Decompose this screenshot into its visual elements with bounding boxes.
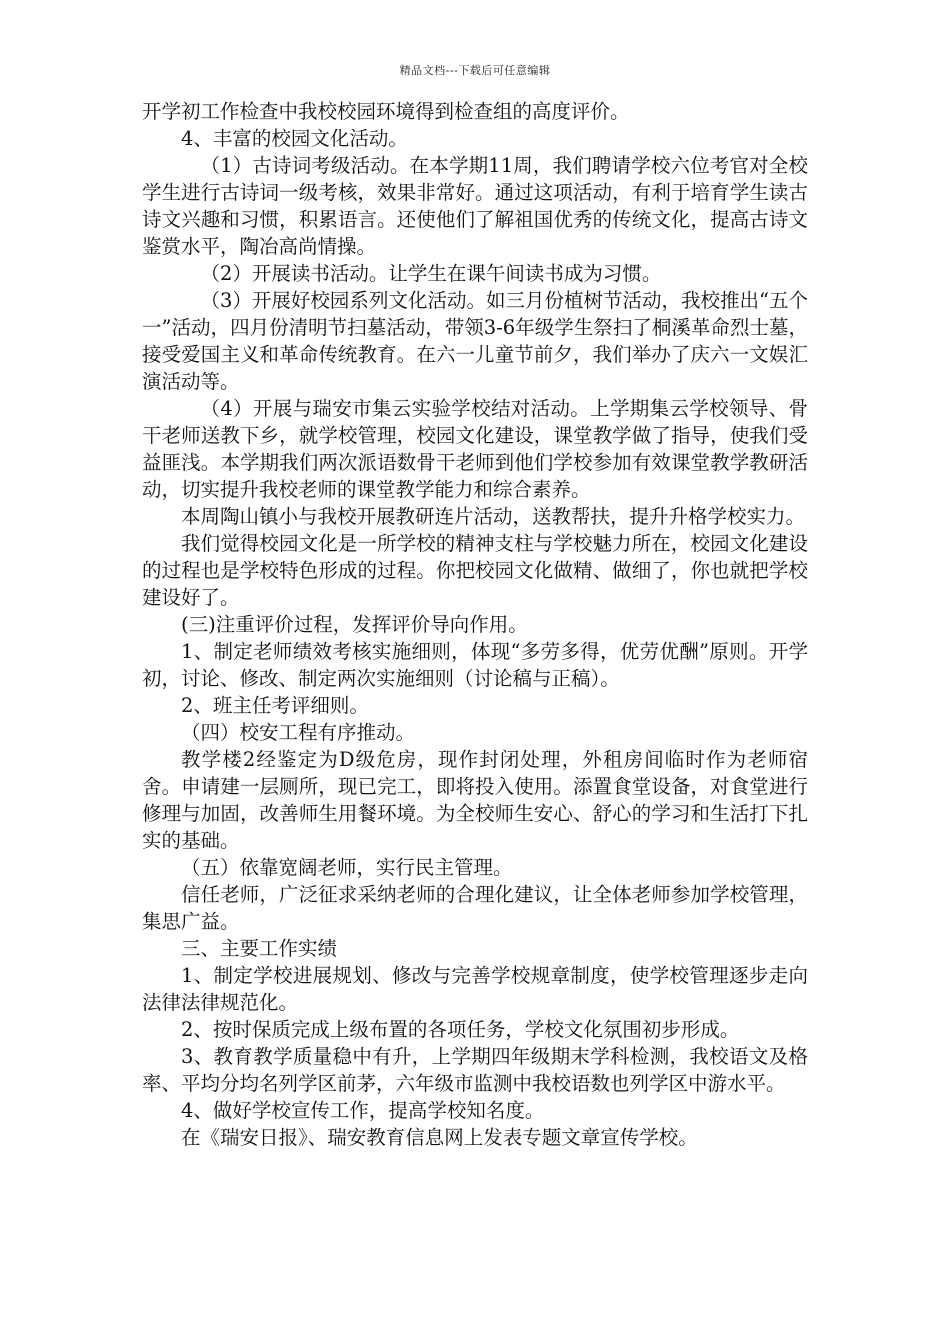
paragraph: 开学初工作检查中我校校园环境得到检查组的高度评价。: [142, 100, 630, 123]
paragraph: （3）开展好校园系列文化活动。如三月份植树节活动，我校推出“五个一”活动，四月份清明节扫墓活动，带领3-6年级学生祭扫了桐溪革命烈士墓，接受爱国主义和革命传统教育。在六一儿童节前夕，我们举办了庆六一文娱汇演活动等。: [142, 289, 808, 393]
page-header: 精品文档---下载后可任意编辑: [399, 64, 551, 77]
paragraph: 在《瑞安日报》、瑞安教育信息网上发表专题文章宣传学校。: [181, 1126, 698, 1149]
paragraph: （1）古诗词考级活动。在本学期11周，我们聘请学校六位考官对全校学生进行古诗词一级考核，效果非常好。通过这项活动，有利于培育学生读古诗文兴趣和习惯，积累语言。还使他们了解祖国优秀的传统文化，提高古诗文鉴赏水平，陶冶高尚情操。: [142, 154, 808, 258]
paragraph: (三)注重评价过程，发挥评价导向作用。: [181, 613, 528, 636]
paragraph: 4、做好学校宣传工作，提高学校知名度。: [181, 1099, 545, 1122]
paragraph: 信任老师，广泛征求采纳老师的合理化建议，让全体老师参加学校管理，集思广益。: [142, 883, 808, 933]
paragraph: 4、丰富的校园文化活动。: [181, 127, 408, 150]
paragraph: 1、制定学校进展规划、修改与完善学校规章制度，使学校管理逐步走向法律法律规范化。: [142, 964, 808, 1014]
paragraph: 2、班主任考评细则。: [181, 694, 369, 717]
paragraph: 本周陶山镇小与我校开展教研连片活动，送教帮扶，提升升格学校实力。: [181, 505, 806, 528]
paragraph: 2、按时保质完成上级布置的各项任务，学校文化氛围初步形成。: [181, 1018, 740, 1041]
paragraph: 教学楼2经鉴定为D级危房，现作封闭处理，外租房间临时作为老师宿舍。申请建一层厕所，现已完工，即将投入使用。添置食堂设备，对食堂进行修理与加固，改善师生用餐环境。为全校师生安心、舒心的学习和生活打下扎实的基础。: [142, 748, 808, 852]
paragraph: （四）校安工程有序推动。: [181, 721, 416, 744]
paragraph: 3、教育教学质量稳中有升，上学期四年级期末学科检测，我校语文及格率、平均分均名列学区前茅，六年级市监测中我校语数也列学区中游水平。: [142, 1045, 808, 1095]
document-body: [142, 98, 808, 1151]
paragraph: （4）开展与瑞安市集云实验学校结对活动。上学期集云学校领导、骨干老师送教下乡，就学校管理，校园文化建设，课堂教学做了指导，使我们受益匪浅。本学期我们两次派语数骨干老师到他们学校参加有效课堂教学教研活动，切实提升我校老师的课堂教学能力和综合素养。: [142, 397, 808, 501]
paragraph: 1、制定老师绩效考核实施细则，体现“多劳多得，优劳优酬”原则。开学初，讨论、修改、制定两次实施细则（讨论稿与正稿）。: [142, 640, 808, 690]
paragraph: 三、主要工作实绩: [181, 937, 338, 960]
paragraph: （2）开展读书活动。让学生在课午间读书成为习惯。: [200, 262, 662, 285]
paragraph: 我们觉得校园文化是一所学校的精神支柱与学校魅力所在，校园文化建设的过程也是学校特色形成的过程。你把校园文化做精、做细了，你也就把学校建设好了。: [142, 532, 808, 609]
paragraph: （五）依靠宽阔老师，实行民主管理。: [181, 856, 513, 879]
